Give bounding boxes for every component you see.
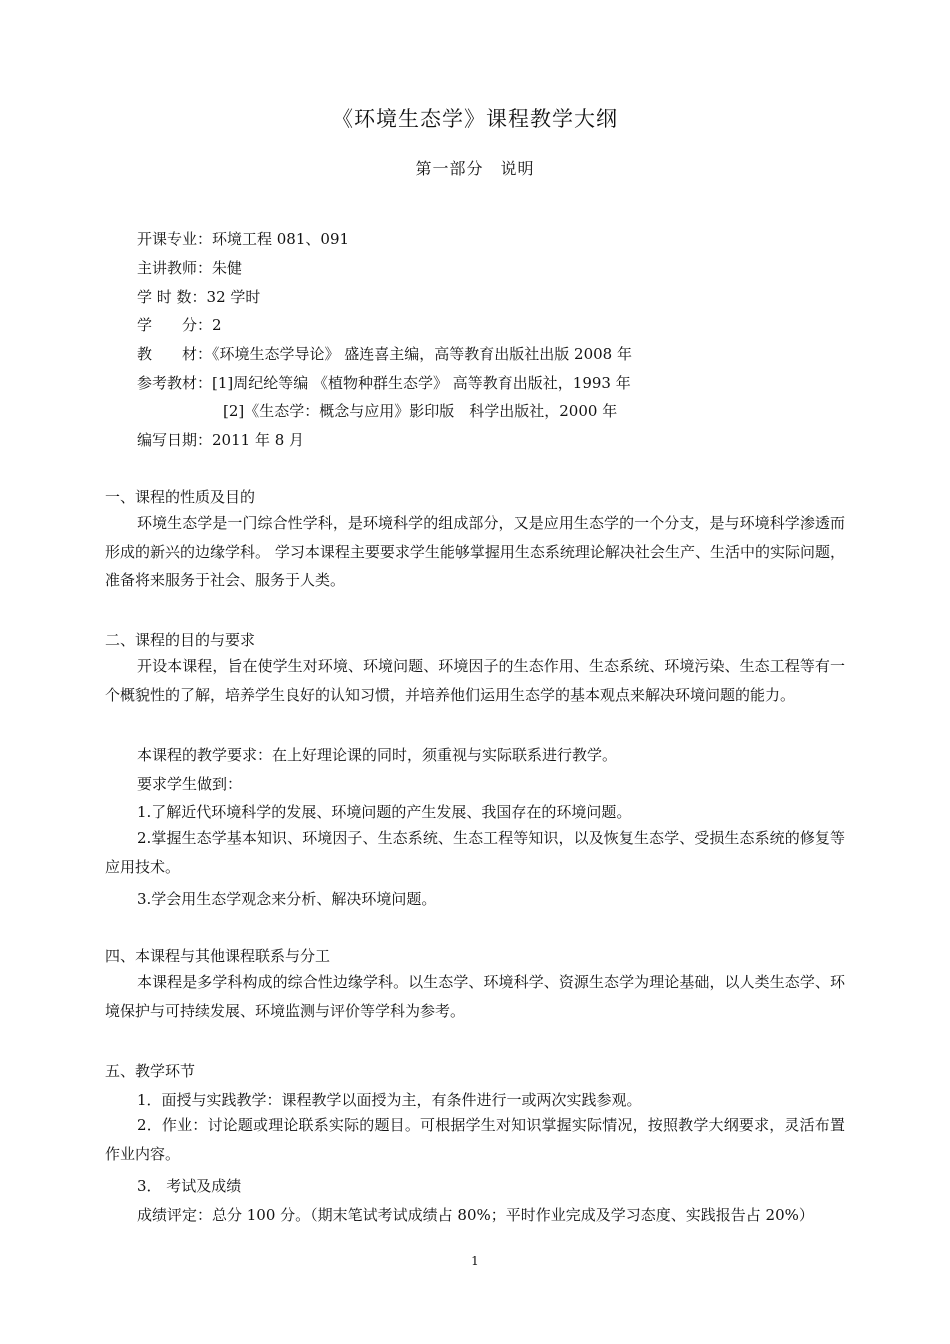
section-heading: 一、课程的性质及目的: [105, 488, 256, 506]
list-item: 3． 考试及成绩: [137, 1177, 242, 1195]
list-item: 1．面授与实践教学：课程教学以面授为主，有条件进行一或两次实践参观。: [137, 1091, 642, 1109]
meta-textbook: 教 材：《环境生态学导论》 盛连喜主编，高等教育出版社出版 2008 年: [137, 345, 632, 363]
meta-reference-1: 参考教材：[1]周纪纶等编 《植物种群生态学》 高等教育出版社，1993 年: [137, 374, 631, 392]
section-paragraph: 本课程的教学要求：在上好理论课的同时，须重视与实际联系进行教学。: [137, 746, 618, 764]
list-item: 2.掌握生态学基本知识、环境因子、生态系统、生态工程等知识，以及恢复生态学、受损生态系统的修复等应用技术。: [105, 829, 845, 876]
section-paragraph: 要求学生做到：: [137, 775, 243, 793]
page-number: 1: [471, 1254, 479, 1268]
meta-major: 开课专业：环境工程 081、091: [137, 230, 350, 248]
section-heading: 四、本课程与其他课程联系与分工: [105, 947, 331, 965]
part-heading: 第一部分 说明: [415, 159, 535, 178]
list-item: 1.了解近代环境科学的发展、环境问题的产生发展、我国存在的环境问题。: [137, 803, 632, 821]
section-heading: 五、教学环节: [105, 1062, 196, 1080]
section-paragraph: 本课程是多学科构成的综合性边缘学科。以生态学、环境科学、资源生态学为理论基础，以人类生态学、环境保护与可持续发展、环境监测与评价等学科为参考。: [105, 973, 845, 1020]
list-item: 3.学会用生态学观念来分析、解决环境问题。: [137, 890, 437, 908]
meta-credits: 学 分：2: [137, 316, 222, 334]
meta-reference-2: [2]《生态学：概念与应用》影印版 科学出版社，2000 年: [223, 402, 618, 420]
list-item: 成绩评定：总分 100 分。（期末笔试考试成绩占 80%；平时作业完成及学习态度、实践报告占 20%）: [137, 1206, 814, 1224]
list-item: 2．作业：讨论题或理论联系实际的题目。可根据学生对知识掌握实际情况，按照教学大纲要求，灵活布置作业内容。: [105, 1116, 845, 1163]
section-paragraph: 环境生态学是一门综合性学科，是环境科学的组成部分，又是应用生态学的一个分支，是与环境科学渗透而形成的新兴的边缘学科。 学习本课程主要要求学生能够掌握用生态系统理论解决社会生产、生活中的实际问题，准备将来服务于社会、服务于人类。: [105, 514, 845, 589]
section-paragraph: 开设本课程，旨在使学生对环境、环境问题、环境因子的生态作用、生态系统、环境污染、生态工程等有一个概貌性的了解，培养学生良好的认知习惯，并培养他们运用生态学的基本观点来解决环境问题的能力。: [105, 657, 845, 704]
document-title: 《环境生态学》课程教学大纲: [332, 107, 618, 131]
meta-hours: 学 时 数：32 学时: [137, 288, 261, 306]
meta-teacher: 主讲教师：朱健: [137, 259, 243, 277]
section-heading: 二、课程的目的与要求: [105, 631, 256, 649]
meta-date: 编写日期：2011 年 8 月: [137, 431, 305, 449]
